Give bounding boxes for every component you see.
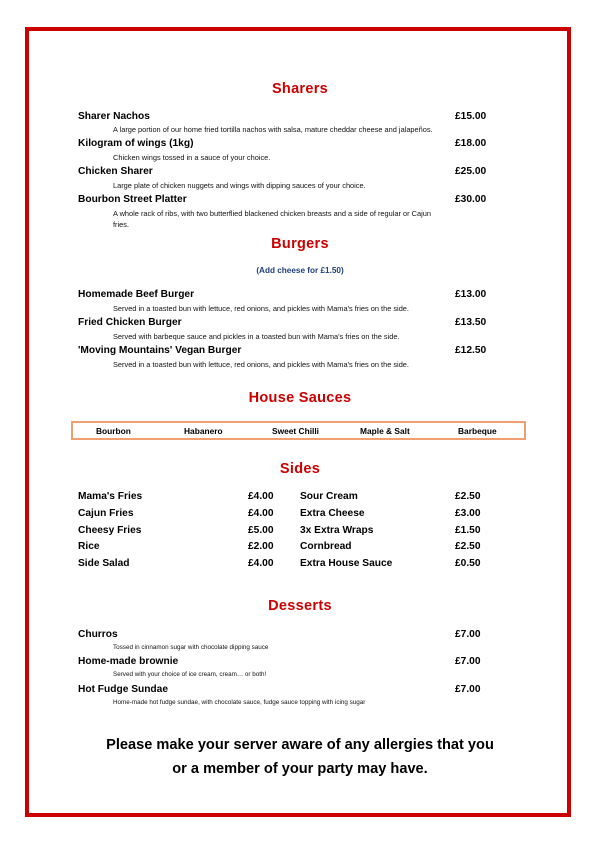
sauce-item: Sweet Chilli	[272, 426, 320, 436]
house-sauces-heading: House Sauces	[248, 390, 352, 406]
side-item-price: £0.50	[455, 558, 481, 569]
sharers-heading: Sharers	[271, 81, 329, 97]
menu-item-price: £7.00	[455, 629, 481, 640]
menu-item-price: £15.00	[455, 111, 487, 122]
side-item-name: Sour Cream	[300, 491, 358, 502]
menu-item-name: Fried Chicken Burger	[78, 317, 182, 328]
menu-item-name: Homemade Beef Burger	[78, 289, 195, 300]
menu-item-price: £12.50	[455, 345, 487, 356]
menu-item-description: A whole rack of ribs, with two butterflied blackened chicken breasts and a side of regular or Cajun	[113, 209, 431, 218]
sauce-item: Barbeque	[458, 426, 497, 436]
menu-item-price: £7.00	[455, 684, 481, 695]
menu-item-description: fries.	[113, 220, 130, 229]
menu-item-name: Sharer Nachos	[78, 111, 150, 122]
side-item-name: Rice	[78, 541, 100, 552]
desserts-heading: Desserts	[268, 598, 332, 614]
menu-item-price: £13.00	[455, 289, 487, 300]
side-item-name: Mama's Fries	[78, 491, 143, 502]
menu-item-name: Chicken Sharer	[78, 166, 153, 177]
sides-heading: Sides	[279, 461, 321, 477]
allergy-notice-line2: or a member of your party may have.	[172, 761, 428, 777]
side-item-price: £2.50	[455, 541, 481, 552]
side-item-price: £2.00	[248, 541, 274, 552]
menu-item-name: Kilogram of wings (1kg)	[78, 138, 194, 149]
side-item-name: Side Salad	[78, 558, 130, 569]
side-item-name: Cajun Fries	[78, 508, 134, 519]
menu-item-description: Home-made hot fudge sundae, with chocolate sauce, fudge sauce topping with icing sugar	[113, 699, 366, 706]
side-item-name: Cheesy Fries	[78, 525, 142, 536]
menu-item-name: Home-made brownie	[78, 656, 179, 667]
burgers-heading: Burgers	[271, 236, 329, 252]
side-item-price: £5.00	[248, 525, 274, 536]
side-item-price: £4.00	[248, 508, 274, 519]
side-item-price: £2.50	[455, 491, 481, 502]
menu-item-price: £25.00	[455, 166, 487, 177]
menu-item-description: Tossed in cinnamon sugar with chocolate dipping sauce	[113, 644, 269, 651]
menu-item-name: Hot Fudge Sundae	[78, 684, 168, 695]
sauce-item: Habanero	[184, 426, 223, 436]
menu-item-description: Served in a toasted bun with lettuce, red onions, and pickles with Mama's fries on the side.	[113, 360, 409, 369]
side-item-price: £4.00	[248, 558, 274, 569]
side-item-name: Extra Cheese	[300, 508, 365, 519]
menu-item-name: Bourbon Street Platter	[78, 194, 187, 205]
menu-item-description: A large portion of our home fried tortilla nachos with salsa, mature cheddar cheese and jalapeños.	[113, 125, 433, 134]
menu-item-description: Served with barbeque sauce and pickles in a toasted bun with Mama's fries on the side.	[113, 332, 400, 341]
add-cheese-note: (Add cheese for £1.50)	[256, 266, 344, 275]
side-item-name: Cornbread	[300, 541, 352, 552]
side-item-price: £1.50	[455, 525, 481, 536]
allergy-notice-line1: Please make your server aware of any allergies that you	[106, 737, 494, 753]
menu-item-description: Served with your choice of ice cream, cream… or both!	[113, 671, 267, 678]
sauce-item: Maple & Salt	[360, 426, 410, 436]
menu-item-description: Served in a toasted bun with lettuce, red onions, and pickles with Mama's fries on the side.	[113, 304, 409, 313]
menu-item-price: £18.00	[455, 138, 487, 149]
menu-item-price: £7.00	[455, 656, 481, 667]
menu-item-price: £30.00	[455, 194, 487, 205]
menu-item-price: £13.50	[455, 317, 487, 328]
sauce-item: Bourbon	[96, 426, 131, 436]
menu-item-description: Chicken wings tossed in a sauce of your choice.	[113, 153, 271, 162]
menu-item-name: Churros	[78, 629, 118, 640]
menu-item-name: 'Moving Mountains' Vegan Burger	[78, 345, 242, 356]
menu-item-description: Large plate of chicken nuggets and wings with dipping sauces of your choice.	[113, 181, 366, 190]
side-item-name: 3x Extra Wraps	[300, 525, 374, 536]
side-item-name: Extra House Sauce	[300, 558, 393, 569]
side-item-price: £4.00	[248, 491, 274, 502]
side-item-price: £3.00	[455, 508, 481, 519]
